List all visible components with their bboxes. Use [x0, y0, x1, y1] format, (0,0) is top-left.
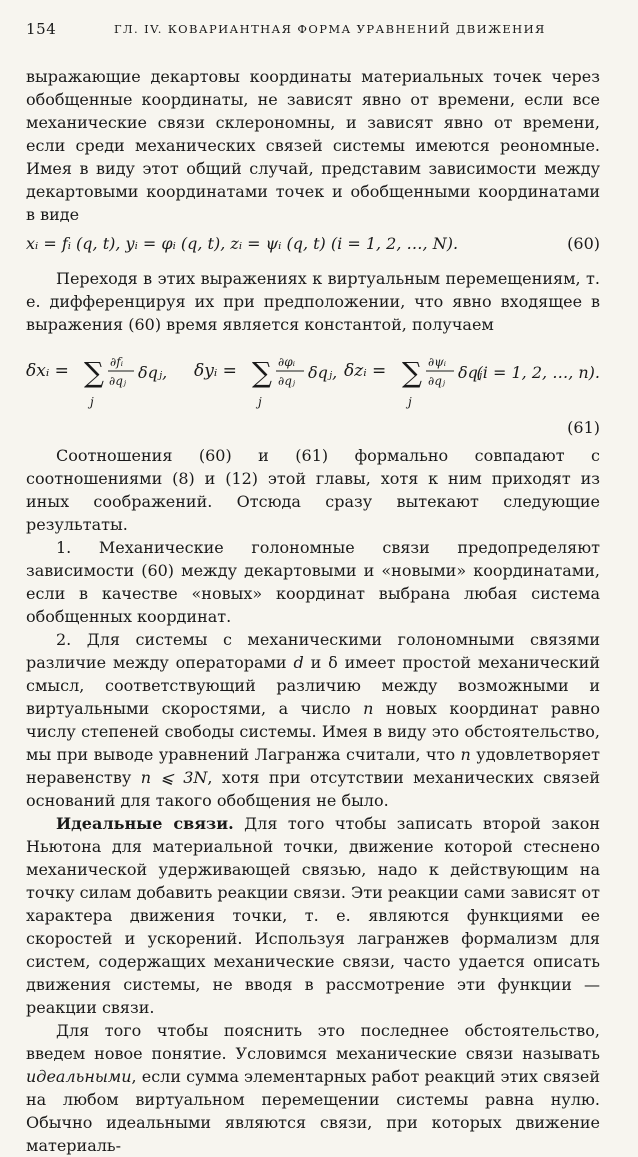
paragraph-2: Переходя в этих выражениях к виртуальным перемещениям, т. е. дифференцируя их при предположении, что явно входящее в выражения (60) время является константой, получаем	[26, 269, 600, 334]
eq61-sum-y: ∑	[252, 356, 272, 389]
eq61-idx-z: j	[408, 395, 412, 409]
eq61-fy-den: ∂qⱼ	[278, 374, 296, 388]
p5-symbol-n: n	[363, 699, 374, 718]
eq61-sum-x: ∑	[84, 356, 104, 389]
eq61-dz: δzᵢ =	[344, 361, 387, 381]
eq61-idx-x: j	[90, 395, 94, 409]
p7-part-b: , если сумма элементарных работ реакций этих связей на любом виртуальном перемещении системы равна нулю. Обычно идеальными являются связи, при которых движение материаль-	[26, 1067, 600, 1155]
p5-part-e: , хотя при отсутствии механических связей оснований для такого обобщения не было.	[26, 768, 601, 810]
equation-61-number: (61)	[567, 418, 600, 437]
text-body	[26, 65, 600, 1157]
equation-60	[26, 230, 600, 260]
eq61-idx-y: j	[258, 395, 262, 409]
p5-part-b: и δ имеет простой механический смысл, соответствующий различию между возможными и виртуальными скоростями, а число	[26, 653, 600, 718]
paragraph-1: выражающие декартовы координаты материальных точек через обобщенные координаты, не зависят явно от времени, если все механические связи склерономны, и зависят явно от времени, если среди механических связей системы имеются реономные. Имея в виду этот общий случай, представим зависимости между декартовыми координатами точек и обобщенными координатами в виде	[26, 67, 600, 224]
eq61-dx: δxᵢ =	[26, 361, 69, 381]
p5-inequality: n ⩽ 3N	[140, 768, 208, 787]
paragraph-7	[26, 1019, 600, 1157]
p6-text: Для того чтобы записать второй закон Ньютона для материальной точки, движение которой стеснено механической удерживающей связью, надо к действующим на точку силам добавить реакции связи. Эти реакции сами зависят от характера движения точки, т. е. являются функциями ее скоростей и ускорений. Используя лагранжев формализм для систем, содержащих механические связи, часто удается описать движения системы, не вводя в рассмотрение эти функции — реакции связи.	[26, 814, 600, 1017]
equation-61-svg	[26, 342, 600, 416]
p7-term-ideal: идеальными	[26, 1067, 132, 1086]
p5-part-c: новых координат равно числу степеней свободы системы. Имея в виду это обстоятельство, мы при выводе уравнений Лагранжа считали, что	[26, 699, 601, 764]
paragraph-5	[26, 628, 600, 812]
eq61-fx-den: ∂qⱼ	[109, 374, 127, 388]
page-number: 154	[26, 20, 57, 38]
page-header	[26, 20, 608, 42]
eq61-fz-num: ∂ψᵢ	[428, 355, 447, 369]
section-term-ideal-constraints: Идеальные связи.	[56, 814, 234, 833]
p5-part-d: удовлетворяет неравенству	[26, 745, 600, 787]
p5-symbol-n2: n	[460, 745, 471, 764]
paragraph-6	[26, 812, 600, 1019]
eq61-dqz: δqⱼ	[458, 363, 483, 382]
paragraph-3: Соотношения (60) и (61) формально совпадают с соотношениями (8) и (12) этой главы, хотя к ним приходят из иных соображений. Отсюда сразу вытекают следующие результаты.	[26, 446, 600, 534]
equation-60-text: xᵢ = fᵢ (q, t), yᵢ = φᵢ (q, t), zᵢ = ψᵢ (q, t) (i = 1, 2, …, N).	[26, 234, 459, 253]
p5-part-a: 2. Для системы с механическими голономными связями различие между операторами	[26, 630, 600, 672]
eq61-dqy: δqⱼ,	[308, 363, 338, 382]
equation-61	[26, 342, 600, 416]
eq61-fz-den: ∂qⱼ	[428, 374, 446, 388]
eq61-range: (i = 1, 2, …, n).	[476, 363, 600, 382]
p7-part-a: Для того чтобы пояснить это последнее обстоятельство, введем новое понятие. Условимся механические связи называть	[26, 1021, 600, 1063]
eq61-dy: δyᵢ =	[194, 361, 237, 381]
eq61-dqx: δqⱼ,	[138, 363, 168, 382]
eq61-fy-num: ∂φᵢ	[278, 355, 296, 369]
paragraph-4: 1. Механические голономные связи предопределяют зависимости (60) между декартовыми и «новыми» координатами, если в качестве «новых» координат выбрана любая система обобщенных координат.	[26, 538, 600, 626]
eq61-fx-num: ∂fᵢ	[110, 355, 124, 369]
equation-60-number: (60)	[567, 234, 600, 253]
eq61-sum-z: ∑	[402, 356, 422, 389]
p5-symbol-d: d	[293, 653, 304, 672]
running-head: ГЛ. IV. КОВАРИАНТНАЯ ФОРМА УРАВНЕНИЙ ДВИЖЕНИЯ	[114, 22, 546, 36]
